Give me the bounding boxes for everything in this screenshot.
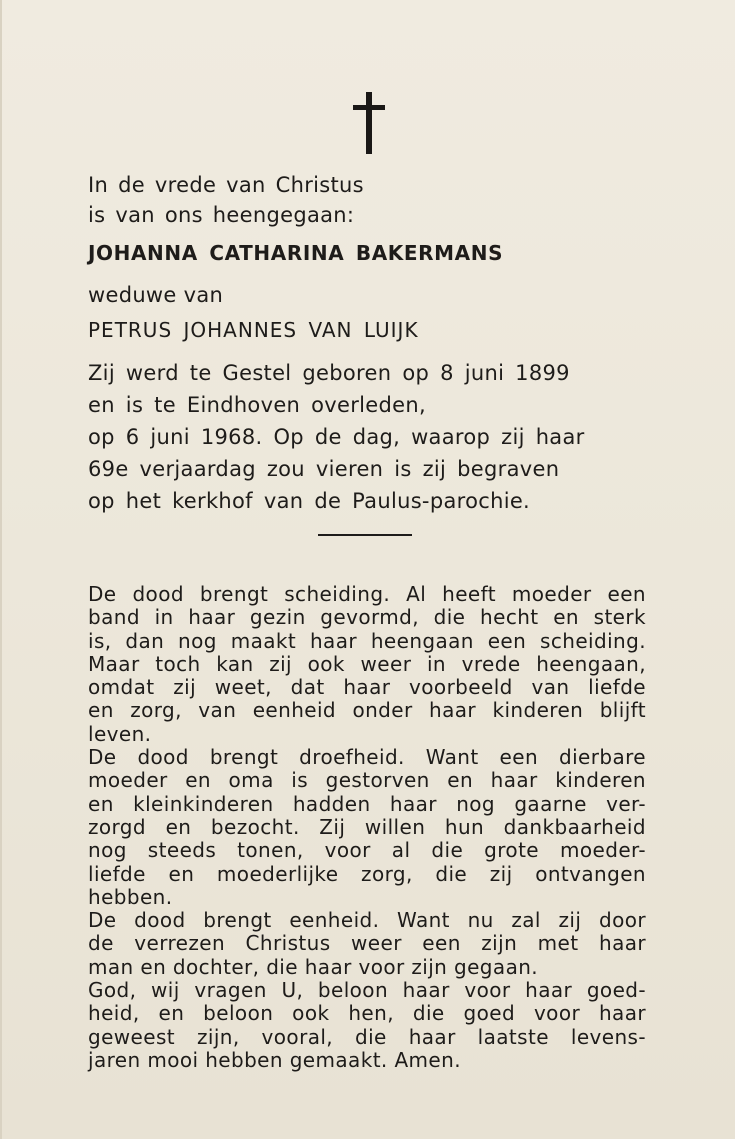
spouse-name: PETRUS JOHANNES VAN LUIJK (88, 318, 419, 342)
meditation-line: en kleinkinderen hadden haar nog gaarne ver- (88, 791, 646, 816)
intro-text (88, 170, 364, 230)
meditation-line: De dood brengt scheiding. Al heeft moeder een (88, 582, 646, 606)
meditation-line: God, wij vragen U, beloon haar voor haar goed- (88, 978, 646, 1003)
meditation-line: zorgd en bezocht. Zij willen hun dankbaarheid (88, 814, 646, 839)
meditation-line: De dood brengt droefheid. Want een dierbare (88, 745, 646, 770)
meditation-line: geweest zijn, vooral, die haar laatste levens- (88, 1024, 646, 1049)
meditation-line: heid, en beloon ook hen, die goed voor haar (88, 1001, 646, 1026)
meditation-line: is, dan nog maakt haar heengaan een scheiding. (88, 628, 646, 653)
meditation-line: man en dochter, die haar voor zijn gegaan. (88, 954, 539, 979)
meditation-line: de verrezen Christus weer een zijn met haar (88, 931, 646, 956)
meditation-line: jaren mooi hebben gemaakt. Amen. (88, 1047, 461, 1072)
meditation-line: omdat zij weet, dat haar voorbeeld van liefde (88, 675, 646, 700)
life-line: op het kerkhof van de Paulus-parochie. (88, 489, 531, 513)
meditation-line: hebben. (88, 884, 173, 909)
meditation-line: en zorg, van eenheid onder haar kinderen blijft (88, 698, 646, 723)
meditation-line: Maar toch kan zij ook weer in vrede heengaan, (88, 651, 646, 676)
life-line: op 6 juni 1968. Op de dag, waarop zij haar (88, 425, 585, 449)
deceased-name: JOHANNA CATHARINA BAKERMANS (88, 241, 504, 265)
life-line: Zij werd te Gestel geboren op 8 juni 1899 (88, 361, 570, 385)
meditation-line: nog steeds tonen, voor al die grote moeder- (88, 838, 646, 863)
life-details (88, 357, 598, 517)
meditation-text (88, 583, 646, 1072)
meditation-line: moeder en oma is gestorven en haar kinderen (88, 768, 646, 793)
cross-icon (353, 92, 385, 154)
intro-line: is van ons heengegaan: (88, 203, 355, 227)
meditation-line: De dood brengt eenheid. Want nu zal zij door (88, 908, 646, 933)
intro-line: In de vrede van Christus (88, 173, 364, 197)
meditation-line: leven. (88, 721, 152, 746)
divider-line (318, 534, 412, 536)
meditation-line: band in haar gezin gevormd, die hecht en sterk (88, 605, 646, 630)
life-line: 69e verjaardag zou vieren is zij begraven (88, 457, 560, 481)
widow-of-label: weduwe van (88, 283, 224, 307)
meditation-line: liefde en moederlijke zorg, die zij ontvangen (88, 861, 646, 886)
life-line: en is te Eindhoven overleden, (88, 393, 426, 417)
